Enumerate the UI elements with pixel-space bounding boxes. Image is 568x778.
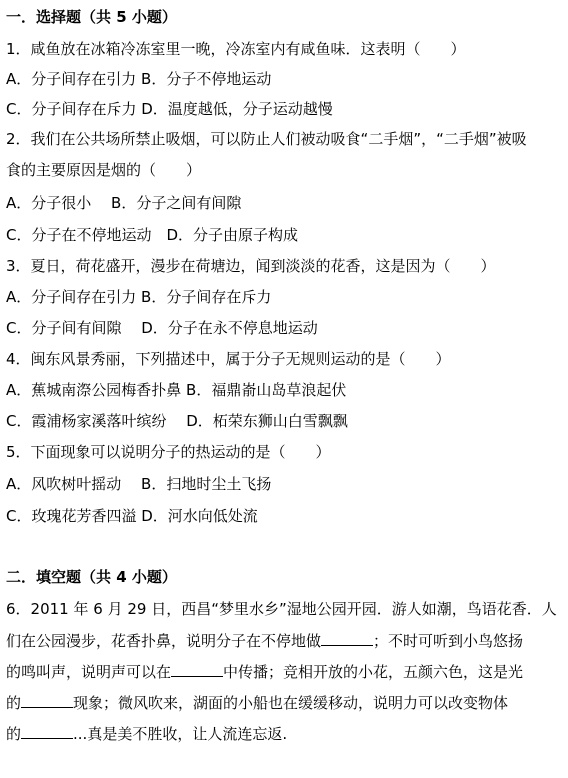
question-6-line2 (6, 630, 562, 652)
question-2-stem-line1: 2．我们在公共场所禁止吸烟，可以防止人们被动吸食“二手烟”，“二手烟”被吸 (6, 130, 527, 148)
question-6-line2-after: ；不时可听到小鸟悠扬 (373, 632, 524, 650)
question-4-options-cd: C．霞浦杨家溪落叶缤纷 D．柘荣东狮山白雪飘飘 (6, 412, 348, 430)
question-2-options-ab: A．分子很小 B．分子之间有间隙 (6, 194, 242, 212)
answer-blank-4[interactable] (21, 738, 73, 739)
question-6-line4-before: 的 (6, 694, 22, 712)
question-6-line4 (6, 692, 562, 714)
question-5-options-cd: C．玫瑰花芳香四溢 D．河水向低处流 (6, 507, 258, 525)
question-6-line5 (6, 723, 562, 745)
question-1-options-ab: A．分子间存在引力 B．分子不停地运动 (6, 70, 272, 88)
question-6-line2-before: 们在公园漫步，花香扑鼻，说明分子在不停地做 (6, 632, 322, 650)
question-1-stem: 1．咸鱼放在冰箱冷冻室里一晚，冷冻室内有咸鱼味．这表明（ ） (6, 40, 466, 58)
question-6-line1: 6．2011 年 6 月 29 日，西昌“梦里水乡”湿地公园开园．游人如潮，鸟语花香．人 (6, 600, 557, 618)
question-4-options-ab: A．蕉城南漈公园梅香扑鼻 B．福鼎嵛山岛草浪起伏 (6, 381, 347, 399)
question-6-line5-after: ...真是美不胜收，让人流连忘返. (73, 725, 288, 743)
section-heading-choice: 一．选择题（共 5 小题） (6, 8, 177, 26)
question-6-line3-before: 的鸣叫声，说明声可以在 (6, 663, 172, 681)
answer-blank-1[interactable] (321, 645, 373, 646)
answer-blank-2[interactable] (171, 676, 223, 677)
question-2-stem-line2: 食的主要原因是烟的（ ） (6, 161, 202, 179)
question-6-line3 (6, 661, 562, 683)
answer-blank-3[interactable] (21, 707, 73, 708)
question-6-line4-after: 现象；微风吹来，湖面的小船也在缓缓移动，说明力可以改变物体 (73, 694, 509, 712)
question-6-line3-after: 中传播；竞相开放的小花，五颜六色，这是光 (223, 663, 524, 681)
section-heading-fill: 二．填空题（共 4 小题） (6, 568, 177, 586)
question-3-options-cd: C．分子间有间隙 D．分子在永不停息地运动 (6, 319, 318, 337)
question-6-line5-before: 的 (6, 725, 22, 743)
question-5-options-ab: A．风吹树叶摇动 B．扫地时尘土飞扬 (6, 475, 272, 493)
question-1-options-cd: C．分子间存在斥力 D．温度越低，分子运动越慢 (6, 100, 333, 118)
question-3-stem: 3．夏日，荷花盛开，漫步在荷塘边，闻到淡淡的花香，这是因为（ ） (6, 257, 496, 275)
question-5-stem: 5．下面现象可以说明分子的热运动的是（ ） (6, 443, 331, 461)
question-2-options-cd: C．分子在不停地运动 D．分子由原子构成 (6, 226, 299, 244)
question-3-options-ab: A．分子间存在引力 B．分子间存在斥力 (6, 288, 272, 306)
question-4-stem: 4．闽东风景秀丽，下列描述中，属于分子无规则运动的是（ ） (6, 350, 451, 368)
